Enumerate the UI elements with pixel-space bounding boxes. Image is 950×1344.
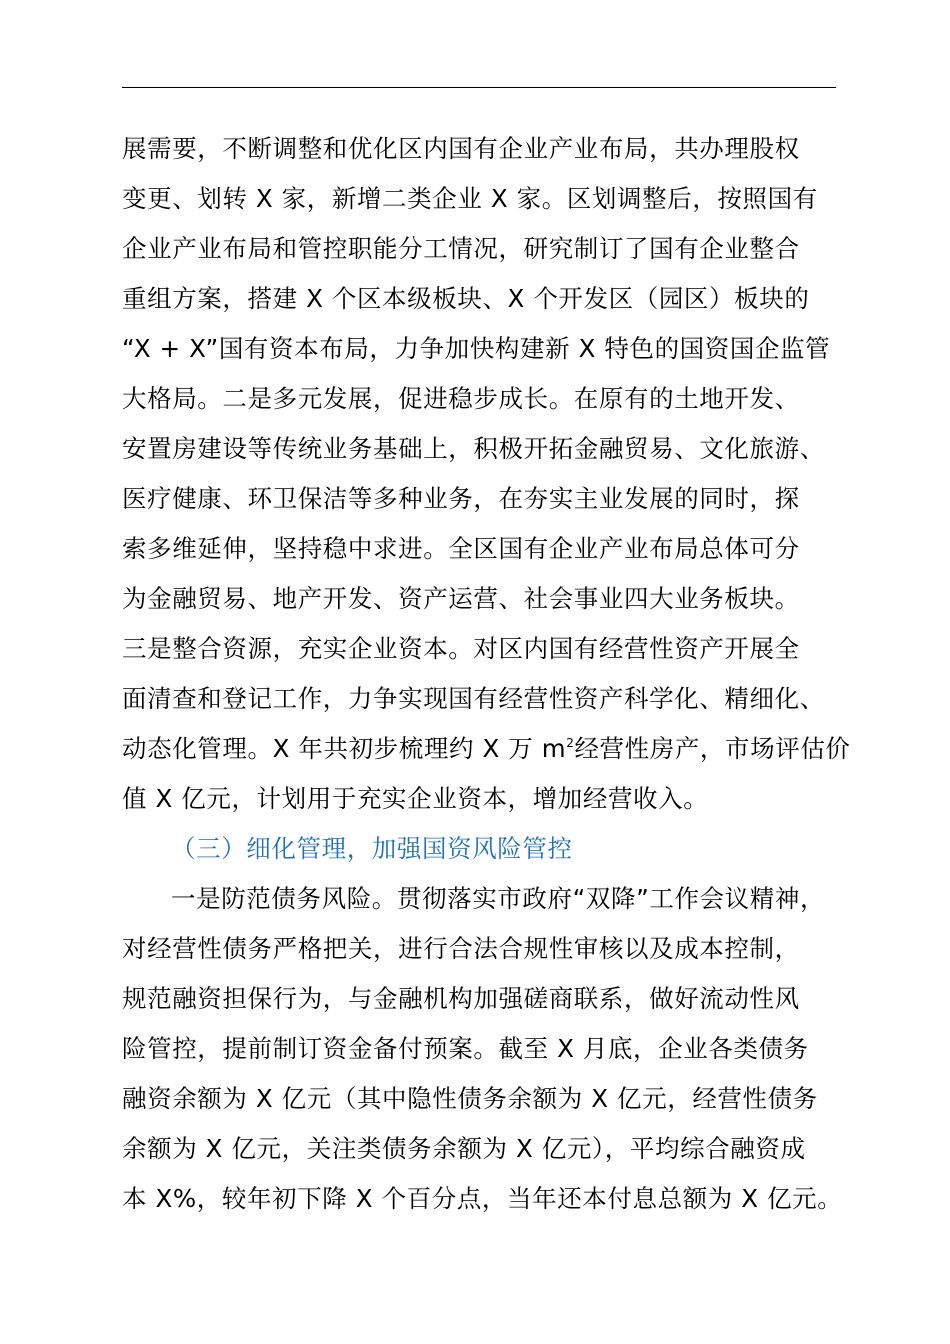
header-rule xyxy=(122,87,836,88)
text-line: 为金融贸易、地产开发、资产运营、社会事业四大业务板块。 xyxy=(122,584,800,613)
text-line: 规范融资担保行为，与金融机构加强磋商联系，做好流动性风 xyxy=(122,984,800,1013)
document-body xyxy=(122,124,862,1224)
text-line: 险管控，提前制订资金备付预案。截至 X 月底，企业各类债务 xyxy=(122,1034,809,1063)
text-line: 展需要，不断调整和优化区内国有企业产业布局，共办理股权 xyxy=(122,134,800,163)
text-line: 本 X%，较年初下降 X 个百分点，当年还本付息总额为 X 亿元。 xyxy=(122,1184,843,1213)
text-line: 融资余额为 X 亿元（其中隐性债务余额为 X 亿元，经营性债务 xyxy=(122,1084,818,1113)
text-line: “X + X”国有资本布局，力争加快构建新 X 特色的国资国企监管 xyxy=(122,334,831,363)
text-line: 值 X 亿元，计划用于充实企业资本，增加经营收入。 xyxy=(122,784,709,813)
text-line: 企业产业布局和管控职能分工情况，研究制订了国有企业整合 xyxy=(122,234,800,263)
text-line: 重组方案，搭建 X 个区本级板块、X 个开发区（园区）板块的 xyxy=(122,284,810,313)
text-line xyxy=(122,724,862,774)
text-fragment: 动态化管理。X 年共初步梳理约 X 万 m xyxy=(122,734,567,763)
section-heading: （三）细化管理，加强国资风险管控 xyxy=(171,834,573,863)
text-line: 三是整合资源，充实企业资本。对区内国有经营性资产开展全 xyxy=(122,634,800,663)
paragraph-1 xyxy=(122,124,862,824)
text-line: 索多维延伸，坚持稳中求进。全区国有企业产业布局总体可分 xyxy=(122,534,800,563)
text-line: 医疗健康、环卫保洁等多种业务，在夯实主业发展的同时，探 xyxy=(122,484,800,513)
text-line: 变更、划转 X 家，新增二类企业 X 家。区划调整后，按照国有 xyxy=(122,184,818,213)
text-line: 安置房建设等传统业务基础上，积极开拓金融贸易、文化旅游、 xyxy=(122,434,825,463)
text-line: 面清查和登记工作，力争实现国有经营性资产科学化、精细化、 xyxy=(122,684,825,713)
paragraph-2 xyxy=(122,874,862,1224)
text-line: 余额为 X 亿元，关注类债务余额为 X 亿元），平均综合融资成 xyxy=(122,1134,806,1163)
text-line: 对经营性债务严格把关，进行合法合规性审核以及成本控制， xyxy=(122,934,800,963)
text-fragment: 经营性房产，市场评估价 xyxy=(574,734,851,763)
text-line: 大格局。二是多元发展，促进稳步成长。在原有的土地开发、 xyxy=(122,384,800,413)
text-line: 一是防范债务风险。贯彻落实市政府“双降”工作会议精神， xyxy=(171,884,826,913)
superscript-2: 2 xyxy=(566,736,575,750)
